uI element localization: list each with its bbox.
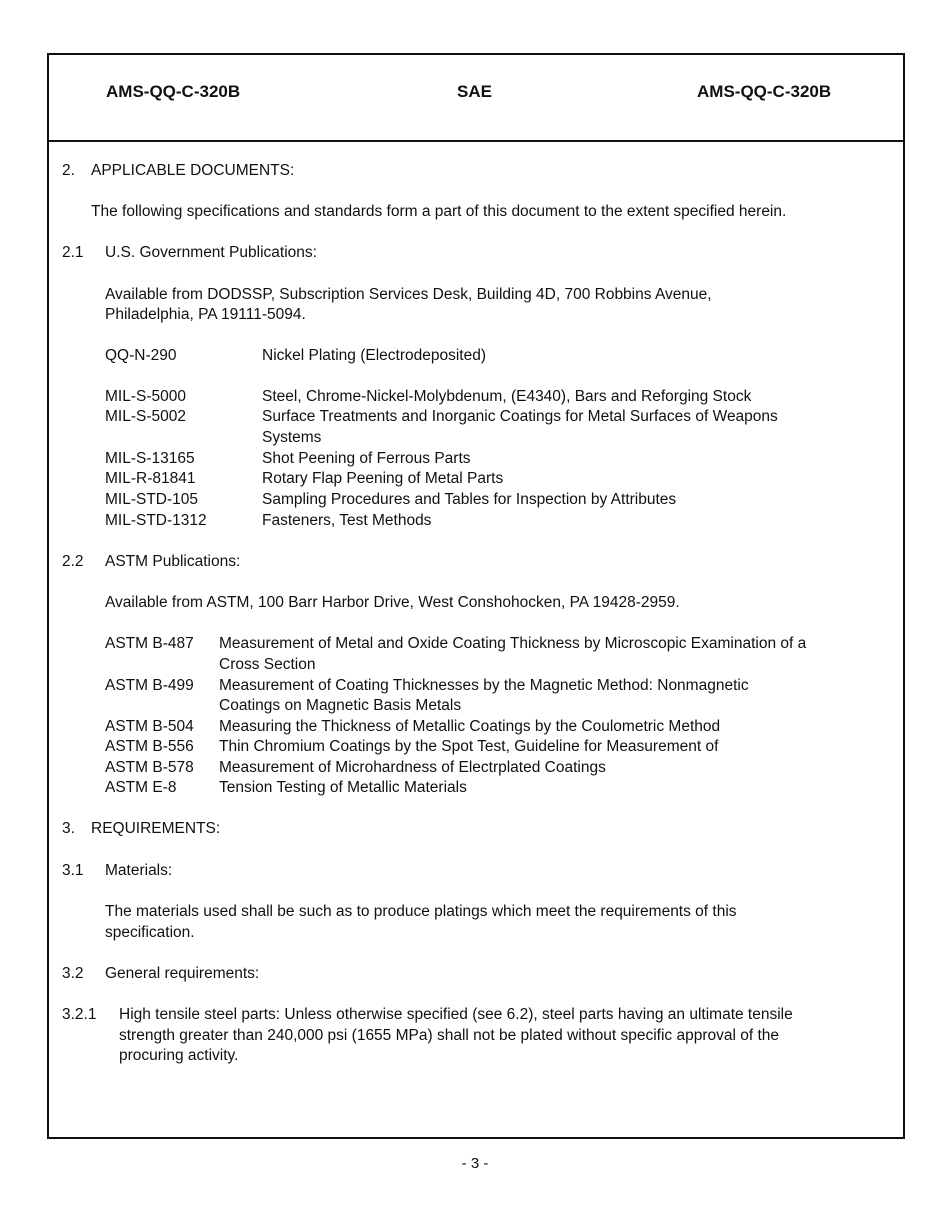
doc-code: ASTM B-504 xyxy=(105,718,194,735)
doc-code: MIL-STD-105 xyxy=(105,491,199,508)
section-3-1-title: Materials: xyxy=(105,862,173,879)
doc-code: ASTM B-556 xyxy=(105,738,194,755)
section-2-2-title: ASTM Publications: xyxy=(105,553,241,570)
doc-code: MIL-S-13165 xyxy=(105,450,195,467)
header-right-code: AMS-QQ-C-320B xyxy=(697,82,832,101)
doc-code: MIL-R-81841 xyxy=(105,470,196,487)
doc-title: Measurement of Coating Thicknesses by the Magnetic Method: Nonmagnetic xyxy=(219,677,749,694)
header-center-org: SAE xyxy=(457,82,492,101)
doc-code: ASTM B-578 xyxy=(105,759,194,776)
section-3-2-number: 3.2 xyxy=(62,965,84,982)
doc-code: MIL-S-5000 xyxy=(105,388,186,405)
doc-title: Measuring the Thickness of Metallic Coatings by the Coulometric Method xyxy=(219,718,721,735)
section-3-1-text-cont: specification. xyxy=(105,924,195,941)
section-2-1-availability: Available from DODSSP, Subscription Services Desk, Building 4D, 700 Robbins Avenue, xyxy=(105,286,712,303)
section-2-1-number: 2.1 xyxy=(62,244,84,261)
doc-title: Nickel Plating (Electrodeposited) xyxy=(262,347,486,364)
section-2-1-availability-cont: Philadelphia, PA 19111-5094. xyxy=(105,306,306,323)
section-3-1-number: 3.1 xyxy=(62,862,84,879)
doc-code: MIL-STD-1312 xyxy=(105,512,207,529)
page-number: - 3 - xyxy=(461,1155,489,1172)
section-3-1-text: The materials used shall be such as to produce platings which meet the requirements of this xyxy=(105,903,737,920)
doc-title: Rotary Flap Peening of Metal Parts xyxy=(262,470,504,487)
section-2-number: 2. xyxy=(62,162,75,179)
section-2-2-availability: Available from ASTM, 100 Barr Harbor Drive, West Conshohocken, PA 19428-2959. xyxy=(105,594,680,611)
section-3-number: 3. xyxy=(62,820,75,837)
section-2-2-number: 2.2 xyxy=(62,553,84,570)
doc-code: ASTM E-8 xyxy=(105,779,177,796)
section-3-title: REQUIREMENTS: xyxy=(91,820,221,837)
section-3-2-1-number: 3.2.1 xyxy=(62,1006,97,1023)
doc-title-cont: Systems xyxy=(262,429,322,446)
doc-title-cont: Coatings on Magnetic Basis Metals xyxy=(219,697,462,714)
doc-title: Thin Chromium Coatings by the Spot Test, Guideline for Measurement of xyxy=(219,738,719,755)
doc-title: Measurement of Metal and Oxide Coating Thickness by Microscopic Examination of a xyxy=(219,635,807,652)
doc-code: ASTM B-499 xyxy=(105,677,194,694)
doc-title: Surface Treatments and Inorganic Coatings for Metal Surfaces of Weapons xyxy=(262,408,778,425)
doc-code: QQ-N-290 xyxy=(105,347,177,364)
header-left-code: AMS-QQ-C-320B xyxy=(106,82,241,101)
doc-title: Sampling Procedures and Tables for Inspection by Attributes xyxy=(262,491,677,508)
section-3-2-title: General requirements: xyxy=(105,965,260,982)
section-3-2-1-text-cont: procuring activity. xyxy=(119,1047,239,1064)
document-header xyxy=(49,55,903,142)
doc-code: ASTM B-487 xyxy=(105,635,194,652)
doc-code: MIL-S-5002 xyxy=(105,408,186,425)
section-2-intro: The following specifications and standards form a part of this document to the extent specified herein. xyxy=(91,203,787,220)
doc-title: Fasteners, Test Methods xyxy=(262,512,432,529)
doc-title: Tension Testing of Metallic Materials xyxy=(219,779,467,796)
doc-title: Steel, Chrome-Nickel-Molybdenum, (E4340), Bars and Reforging Stock xyxy=(262,388,752,405)
section-3-2-1-text: High tensile steel parts: Unless otherwise specified (see 6.2), steel parts having an ultimate tensile xyxy=(119,1006,793,1023)
section-3-2-1-text-cont: strength greater than 240,000 psi (1655 MPa) shall not be plated without specific approval of the xyxy=(119,1027,780,1044)
doc-title: Measurement of Microhardness of Electrplated Coatings xyxy=(219,759,606,776)
section-2-1-title: U.S. Government Publications: xyxy=(105,244,317,261)
doc-title: Shot Peening of Ferrous Parts xyxy=(262,450,471,467)
doc-title-cont: Cross Section xyxy=(219,656,316,673)
section-2-title: APPLICABLE DOCUMENTS: xyxy=(91,162,295,179)
